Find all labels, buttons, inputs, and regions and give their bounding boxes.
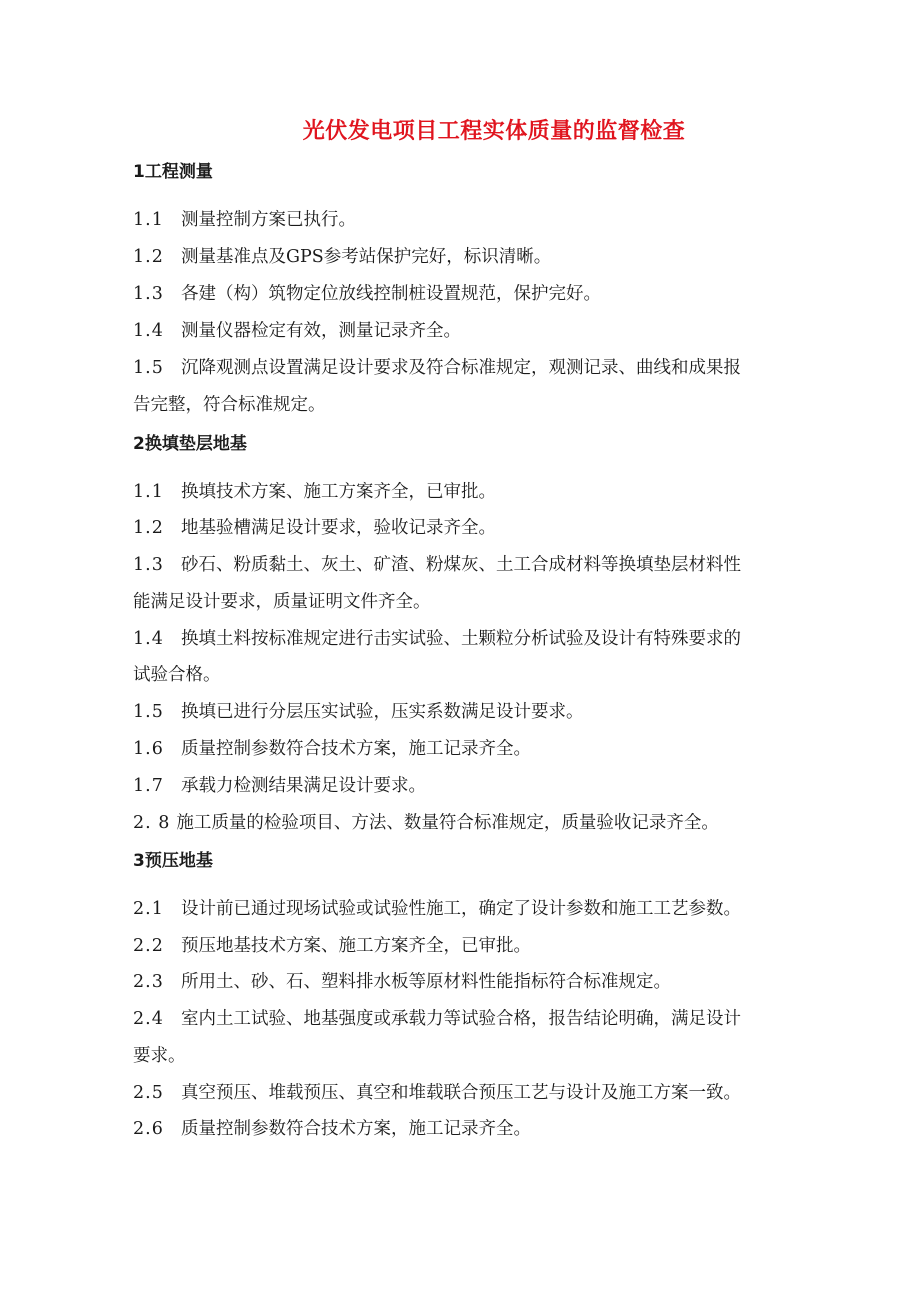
item-text: 设计前已通过现场试验或试验性施工，确定了设计参数和施工工艺参数。 — [181, 899, 741, 919]
item-text: 测量基准点及GPS参考站保护完好，标识清晰。 — [181, 247, 552, 267]
item-text: 室内土工试验、地基强度或承载力等试验合格，报告结论明确，满足设计 — [181, 1009, 741, 1029]
list-item — [133, 282, 601, 306]
list-item — [133, 934, 531, 958]
list-item — [133, 245, 551, 269]
section-heading-1: 1工程测量 — [133, 162, 213, 182]
section-heading-3: 3预压地基 — [133, 851, 213, 871]
item-text: 各建（构）筑物定位放线控制桩设置规范，保护完好。 — [181, 284, 601, 304]
item-number: 1.1 — [133, 482, 164, 502]
item-number: 2.1 — [133, 899, 164, 919]
list-item-continuation: 能满足设计要求，质量证明文件齐全。 — [133, 592, 431, 612]
list-item — [133, 1081, 741, 1105]
item-number: 1.2 — [133, 518, 164, 538]
item-text: 测量控制方案已执行。 — [181, 210, 356, 230]
item-number: 1.5 — [133, 358, 164, 378]
item-number: 2.4 — [133, 1009, 164, 1029]
list-item — [133, 356, 741, 380]
item-text: 砂石、粉质黏土、灰土、矿渣、粉煤灰、土工合成材料等换填垫层材料性 — [181, 555, 741, 575]
item-text: 换填技术方案、施工方案齐全，已审批。 — [181, 482, 496, 502]
item-number: 1.2 — [133, 247, 164, 267]
item-number: 1.5 — [133, 702, 164, 722]
item-text: 沉降观测点设置满足设计要求及符合标准规定，观测记录、曲线和成果报 — [181, 358, 741, 378]
list-item-continuation: 告完整，符合标准规定。 — [133, 395, 326, 415]
section-heading-2: 2换填垫层地基 — [133, 434, 247, 454]
list-item — [133, 627, 741, 651]
list-item-continuation: 要求。 — [133, 1046, 186, 1066]
item-text: 质量控制参数符合技术方案，施工记录齐全。 — [181, 739, 531, 759]
item-text: 预压地基技术方案、施工方案齐全，已审批。 — [181, 936, 531, 956]
list-item — [133, 811, 719, 835]
item-text: 施工质量的检验项目、方法、数量符合标准规定，质量验收记录齐全。 — [176, 813, 719, 833]
item-number: 1.4 — [133, 629, 164, 649]
list-item — [133, 897, 741, 921]
item-number: 1.1 — [133, 210, 164, 230]
list-item — [133, 553, 741, 577]
document-title: 光伏发电项目工程实体质量的监督检查 — [302, 119, 686, 144]
item-text: 真空预压、堆载预压、真空和堆载联合预压工艺与设计及施工方案一致。 — [181, 1083, 741, 1103]
item-number: 1.7 — [133, 776, 164, 796]
item-text: 换填土料按标准规定进行击实试验、土颗粒分析试验及设计有特殊要求的 — [181, 629, 741, 649]
list-item — [133, 700, 584, 724]
list-item — [133, 319, 461, 343]
item-text: 所用土、砂、石、塑料排水板等原材料性能指标符合标准规定。 — [181, 972, 671, 992]
item-number: 2.3 — [133, 972, 164, 992]
item-text: 测量仪器检定有效，测量记录齐全。 — [181, 321, 461, 341]
list-item — [133, 737, 531, 761]
item-number: 1.6 — [133, 739, 164, 759]
item-number: 2.2 — [133, 936, 164, 956]
item-text: 地基验槽满足设计要求，验收记录齐全。 — [181, 518, 496, 538]
item-number: 2. 8 — [133, 813, 171, 833]
list-item — [133, 970, 671, 994]
item-number: 1.3 — [133, 284, 164, 304]
item-number: 2.6 — [133, 1119, 164, 1139]
list-item — [133, 774, 426, 798]
item-text: 换填已进行分层压实试验，压实系数满足设计要求。 — [181, 702, 584, 722]
list-item — [133, 480, 496, 504]
item-number: 1.4 — [133, 321, 164, 341]
item-number: 2.5 — [133, 1083, 164, 1103]
item-text: 承载力检测结果满足设计要求。 — [181, 776, 426, 796]
item-text: 质量控制参数符合技术方案，施工记录齐全。 — [181, 1119, 531, 1139]
list-item — [133, 516, 496, 540]
list-item — [133, 208, 356, 232]
item-number: 1.3 — [133, 555, 164, 575]
list-item — [133, 1117, 531, 1141]
list-item — [133, 1007, 741, 1031]
list-item-continuation: 试验合格。 — [133, 665, 221, 685]
